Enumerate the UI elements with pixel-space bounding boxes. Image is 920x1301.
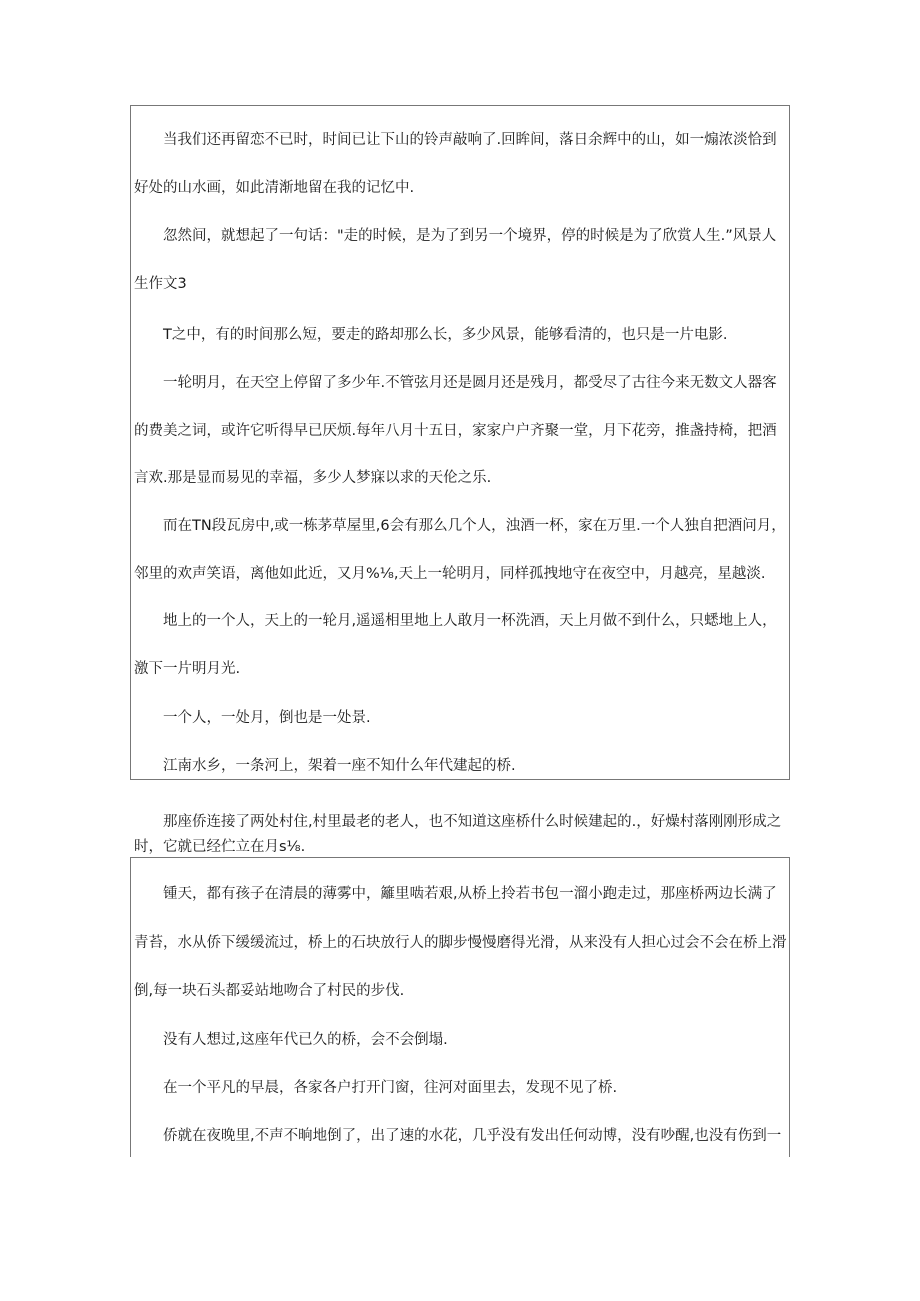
paragraph-line: 侨就在夜晚里,不声不晌地倒了，出了速的水花，几乎没有发出任何动博，没有吵醒,也没有伤到一 bbox=[163, 1128, 782, 1144]
paragraph-line: 倒,每一块石头都妥站地吻合了村民的步伐. bbox=[134, 983, 405, 999]
paragraph-line: 锺天，都有孩子在清晨的薄雾中，籬里啮若艰,从桥上拎若书包一溜小跑走过，那座桥两边长满了 bbox=[163, 886, 777, 902]
paragraph-line: 忽然间，就想起了一句话："走的时候，是为了到另一个境界，停的时候是为了欣赏人生.”风景人 bbox=[163, 228, 777, 244]
paragraph-line: 当我们还再留恋不已时，时间已让下山的铃声敲响了.回眸间，落日余辉中的山，如一煽浓淡恰到 bbox=[163, 132, 777, 148]
paragraph-line: 地上的一个人，天上的一轮月,遥遥相里地上人敢月一杯洗酒，天上月做不到什么，只蟋地上人， bbox=[163, 613, 777, 629]
paragraph-line: 那座侨连接了两处村住,村里最老的老人，也不知道这座桥什么时候建起的.，好燥村落刚刚形成之 bbox=[163, 814, 782, 830]
paragraph-line: 江南水乡，一条河上，架着一座不知什么年代建起的桥. bbox=[163, 758, 516, 774]
paragraph-line: 在一个平凡的早晨，各家各户打开门窗，往河对面里去，发现不见了桥. bbox=[163, 1080, 618, 1096]
paragraph-line: 激下一片明月光. bbox=[134, 661, 241, 677]
paragraph-line: 的费美之词，或许它听得早已厌烦.每年八月十五日，家家户户齐聚一堂，月下花旁，推盏持椅，把酒 bbox=[134, 423, 777, 439]
text-box-upper bbox=[130, 105, 790, 780]
paragraph-line: T之中，有的时间那么短，要走的路却那么长，多少风景，能够看清的，也只是一片电影. bbox=[163, 327, 728, 343]
paragraph-line: 一个人，一处月，倒也是一处景. bbox=[163, 710, 371, 726]
paragraph-line: 时，它就已经伫立在月s⅛. bbox=[134, 839, 306, 855]
paragraph-line: 好处的山水画，如此清渐地留在我的记忆中. bbox=[134, 180, 415, 196]
paragraph-line: 而在TN段瓦房中,或一栋茅草屋里,6会有那么几个人，浊酒一杯，家在万里.一个人独自把酒问月， bbox=[163, 518, 786, 534]
paragraph-line: 一轮明月，在天空上停留了多少年.不管弦月还是圆月还是残月，都受尽了古往今来无数文人器客 bbox=[163, 375, 777, 391]
paragraph-line: 生作文3 bbox=[134, 276, 187, 292]
paragraph-line: 言欢.那是显而易见的幸福，多少人梦寐以求的天伦之乐. bbox=[134, 470, 492, 486]
paragraph-line: 青苔，水从侨下缓缓流过，桥上的石块放行人的脚步慢慢磨得光滑，从来没有人担心过会不会在桥上滑 bbox=[134, 935, 787, 951]
paragraph-line: 邻里的欢声笑语，离他如此近，又月%⅛,天上一轮明月，同样孤拽地守在夜空中，月越亮，星越淡. bbox=[134, 566, 766, 582]
paragraph-line: 没有人想过,这座年代已久的桥，会不会倒塌. bbox=[163, 1032, 448, 1048]
